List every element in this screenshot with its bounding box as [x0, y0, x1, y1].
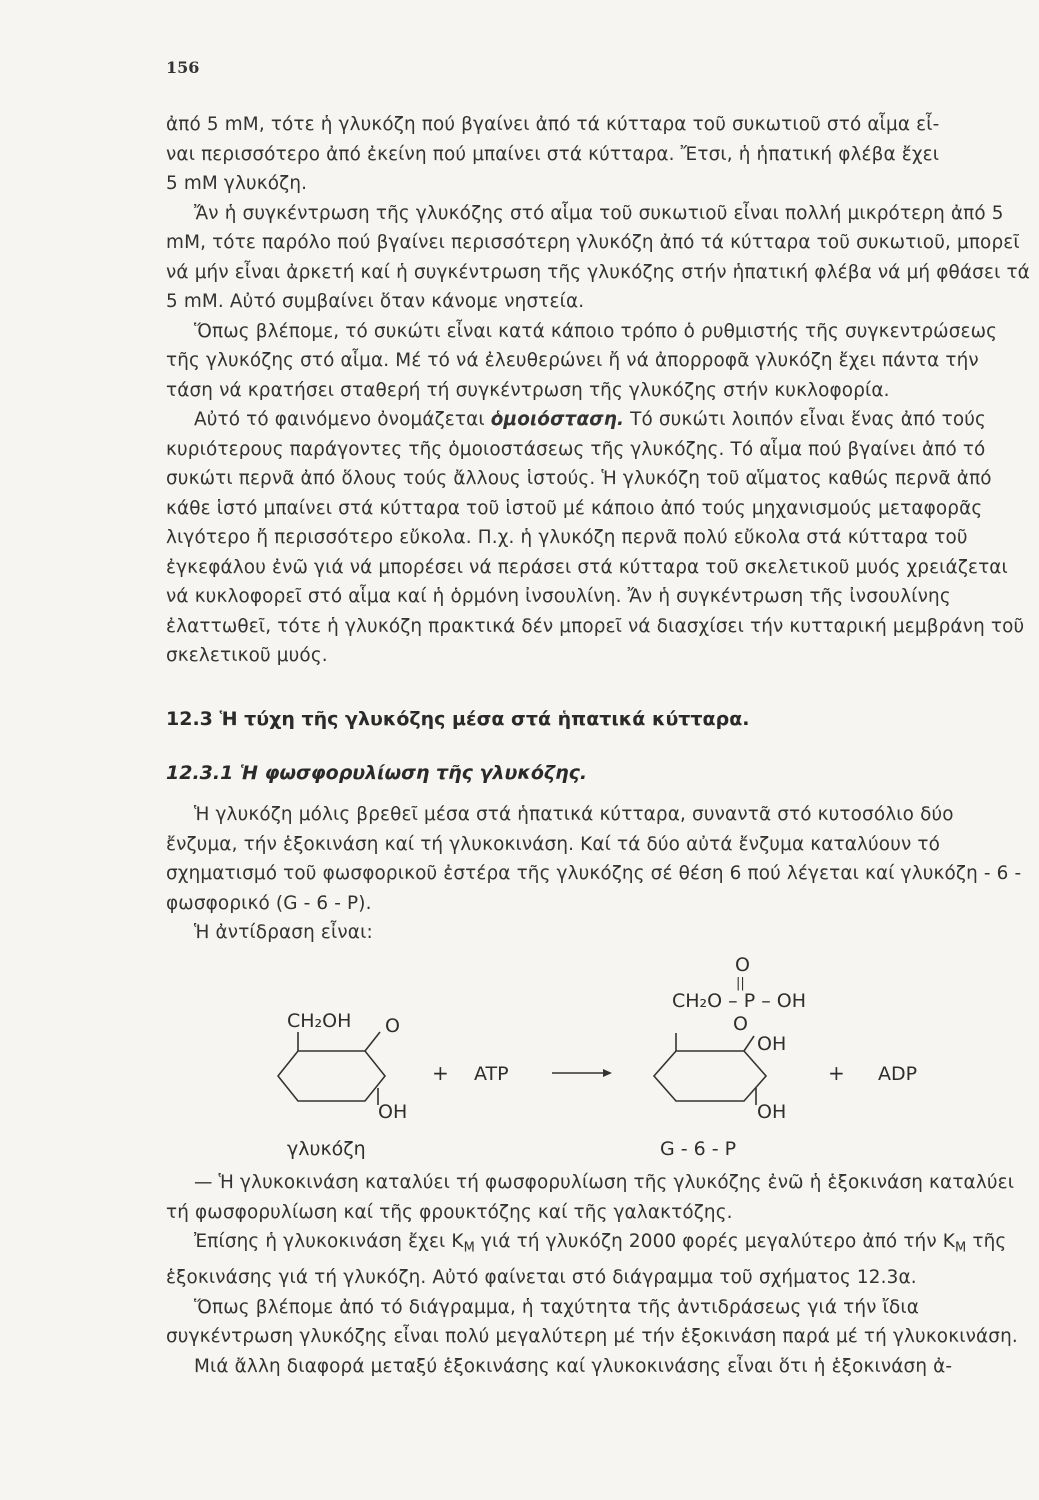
reaction-arrow — [552, 1069, 612, 1077]
phosphate-double-bond: || — [736, 976, 745, 991]
text-run: γιά τή γλυκόζη 2000 φορές μεγαλύτερο ἀπό τήν K — [475, 1231, 955, 1252]
paragraph: — Ἡ γλυκοκινάση καταλύει τή φωσφορυλίωση τῆς γλυκόζης ἐνῶ ἡ ἑξοκινάση καταλύει τή φωσφορυλίωση καί τῆς φρουκτόζης καί τῆς γαλακτόζης. — [166, 1172, 1015, 1223]
paragraph: Ἄν ἡ συγκέντρωση τῆς γλυκόζης στό αἷμα τοῦ συκωτιοῦ εἶναι πολλή μικρότερη ἀπό 5 mM, τότε παρόλο πού βγαίνει περισσότερη γλυκόζη ἀπό τά κύτταρα τοῦ συκωτιοῦ, μπορεῖ νά μήν εἶναι ἀρκετή καί ἡ συγκέντρωση τῆς γλυκόζης στήν ἡπατική φλέβα νά μή φθάσει τά 5 mM. Αὐτό συμβαίνει ὅταν κάνομε νηστεία. — [166, 202, 1030, 312]
text-run: τῆς ἑξοκινάσης γιά τή γλυκόζη. Αὐτό φαίνεται στό διάγραμμα τοῦ σχήματος 12.3α. — [166, 1231, 1007, 1289]
paragraph-km — [166, 1227, 1030, 1293]
body-text-lower — [166, 1168, 1030, 1381]
paragraph-homeostasis — [166, 405, 1030, 671]
subsection-heading: 12.3.1 Ἡ φωσφορυλίωση τῆς γλυκόζης. — [166, 762, 588, 784]
ring-oxygen: O — [733, 1013, 748, 1035]
section-heading: 12.3 Ἡ τύχη τῆς γλυκόζης μέσα στά ἡπατικά κύτταρα. — [166, 708, 750, 730]
glucose-label: γλυκόζη — [287, 1138, 366, 1160]
paragraph: Ἡ γλυκόζη μόλις βρεθεῖ μέσα στά ἡπατικά κύτταρα, συναντᾶ στό κυτοσόλιο δύο ἔνζυμα, τήν ἑξοκινάση καί τή γλυκοκινάση. Καί τά δύο αὐτά ἔνζυμα καταλύουν τό σχηματισμό τοῦ φωσφορικοῦ ἐστέρα τῆς γλυκόζης σέ θέση 6 πού λέγεται καί γλυκόζη - 6 - φωσφορικό (G - 6 - P). — [166, 804, 1022, 914]
paragraph-reaction-intro: Ἡ ἀντίδραση εἶναι: — [194, 922, 373, 943]
paragraph-line: 5 mM γλυκόζη. — [166, 173, 308, 194]
paragraph: Ὅπως βλέπομε ἀπό τό διάγραμμα, ἡ ταχύτητα τῆς ἀντιδράσεως γιά τήν ἴδια συγκέντρωση γλυκόζης εἶναι πολύ μεγαλύτερη μέ τήν ἑξοκινάση παρά μέ τή γλυκοκινάση. — [166, 1296, 1018, 1348]
product-oh-top: OH — [757, 1033, 787, 1055]
paragraph: Ὅπως βλέπομε, τό συκώτι εἶναι κατά κάποιο τρόπο ὁ ρυθμιστής τῆς συγκεντρώσεως τῆς γλυκόζης στό αἷμα. Μέ τό νά ἐλευθερώνει ἤ νά ἀπορροφᾶ γλυκόζη ἔχει πάντα τήν τάση νά κρατήσει σταθερή τή συγκέντρωση τῆς γλυκόζης στήν κυκλοφορία. — [166, 320, 998, 401]
product-oh-bottom: OH — [757, 1101, 787, 1123]
plus-sign: + — [828, 1061, 845, 1085]
page-number: 156 — [166, 58, 200, 77]
emphasized-term: ὁμοιόσταση. — [490, 409, 625, 430]
body-text-middle — [166, 800, 1030, 948]
glucose-o: O — [385, 1015, 400, 1037]
glucose-bond-o — [365, 1032, 380, 1051]
subscript-m: M — [955, 1240, 967, 1256]
glucose-oh: OH — [378, 1101, 408, 1123]
plus-sign: + — [432, 1061, 449, 1085]
adp-label: ADP — [878, 1063, 918, 1085]
paragraph-line: ναι περισσότερο ἀπό ἐκείνη πού μπαίνει στά κύτταρα. Ἔτσι, ἡ ἡπατική φλέβα ἔχει — [166, 143, 940, 165]
text-run: Ἐπίσης ἡ γλυκοκινάση ἔχει K — [194, 1231, 464, 1252]
g6p-ring — [654, 1051, 766, 1101]
glucose-ring — [278, 1051, 385, 1101]
subscript-m: M — [463, 1240, 475, 1256]
paragraph: Μιά ἄλλη διαφορά μεταξύ ἑξοκινάσης καί γλυκοκινάσης εἶναι ὅτι ἡ ἑξοκινάση ἀ- — [194, 1355, 953, 1377]
glucose-structure — [278, 1032, 385, 1105]
phosphate-o-top: O — [735, 954, 750, 976]
atp-label: ATP — [474, 1063, 509, 1085]
text-run: Τό συκώτι λοιπόν εἶναι ἕνας ἀπό τούς κυριότερους παράγοντες τῆς ὁμοιοστάσεως τῆς γλυκόζης. Τό αἷμα πού βγαίνει ἀπό τό συκώτι περνᾶ ἀπό ὅλους τούς ἄλλους ἱστούς. Ἡ γλυκόζη τοῦ αἵματος καθώς περνᾶ ἀπό κάθε ἱστό μπαίνει στά κύτταρα τοῦ ἱστοῦ μέ κάποιο ἀπό τούς μηχανισμούς μεταφορᾶς λιγότερο ἤ περισσότερο εὔκολα. Π.χ. ἡ γλυκόζη περνᾶ πολύ εὔκολα στά κύτταρα τοῦ ἐγκεφάλου ἐνῶ γιά νά μπορέσει νά περάσει στά κύτταρα τοῦ σκελετικοῦ μυός χρειάζεται νά κυκλοφορεῖ στό αἷμα καί ἡ ὁρμόνη ἰνσουλίνη. Ἄν ἡ συγκέντρωση τῆς ἰνσουλίνης ἐλαττωθεῖ, τότε ἡ γλυκόζη πρακτικά δέν μπορεῖ νά διασχίσει τήν κυτταρική μεμβράνη τοῦ σκελετικοῦ μυός. — [166, 409, 1025, 666]
phosphate-group: CH₂O – P – OH — [672, 990, 806, 1012]
g6p-label: G - 6 - P — [660, 1138, 737, 1160]
text-run: Αὐτό τό φαινόμενο ὀνομάζεται — [194, 409, 491, 430]
body-text-upper — [166, 110, 1030, 671]
glucose-ch2oh: CH₂OH — [287, 1010, 352, 1032]
paragraph-line: ἀπό 5 mM, τότε ἡ γλυκόζη πού βγαίνει ἀπό τά κύτταρα τοῦ συκωτιοῦ στό αἷμα εἶ- — [166, 114, 940, 135]
g6p-structure — [654, 1033, 766, 1105]
reaction-diagram — [0, 940, 1039, 1170]
g6p-bond-o — [744, 1036, 754, 1051]
